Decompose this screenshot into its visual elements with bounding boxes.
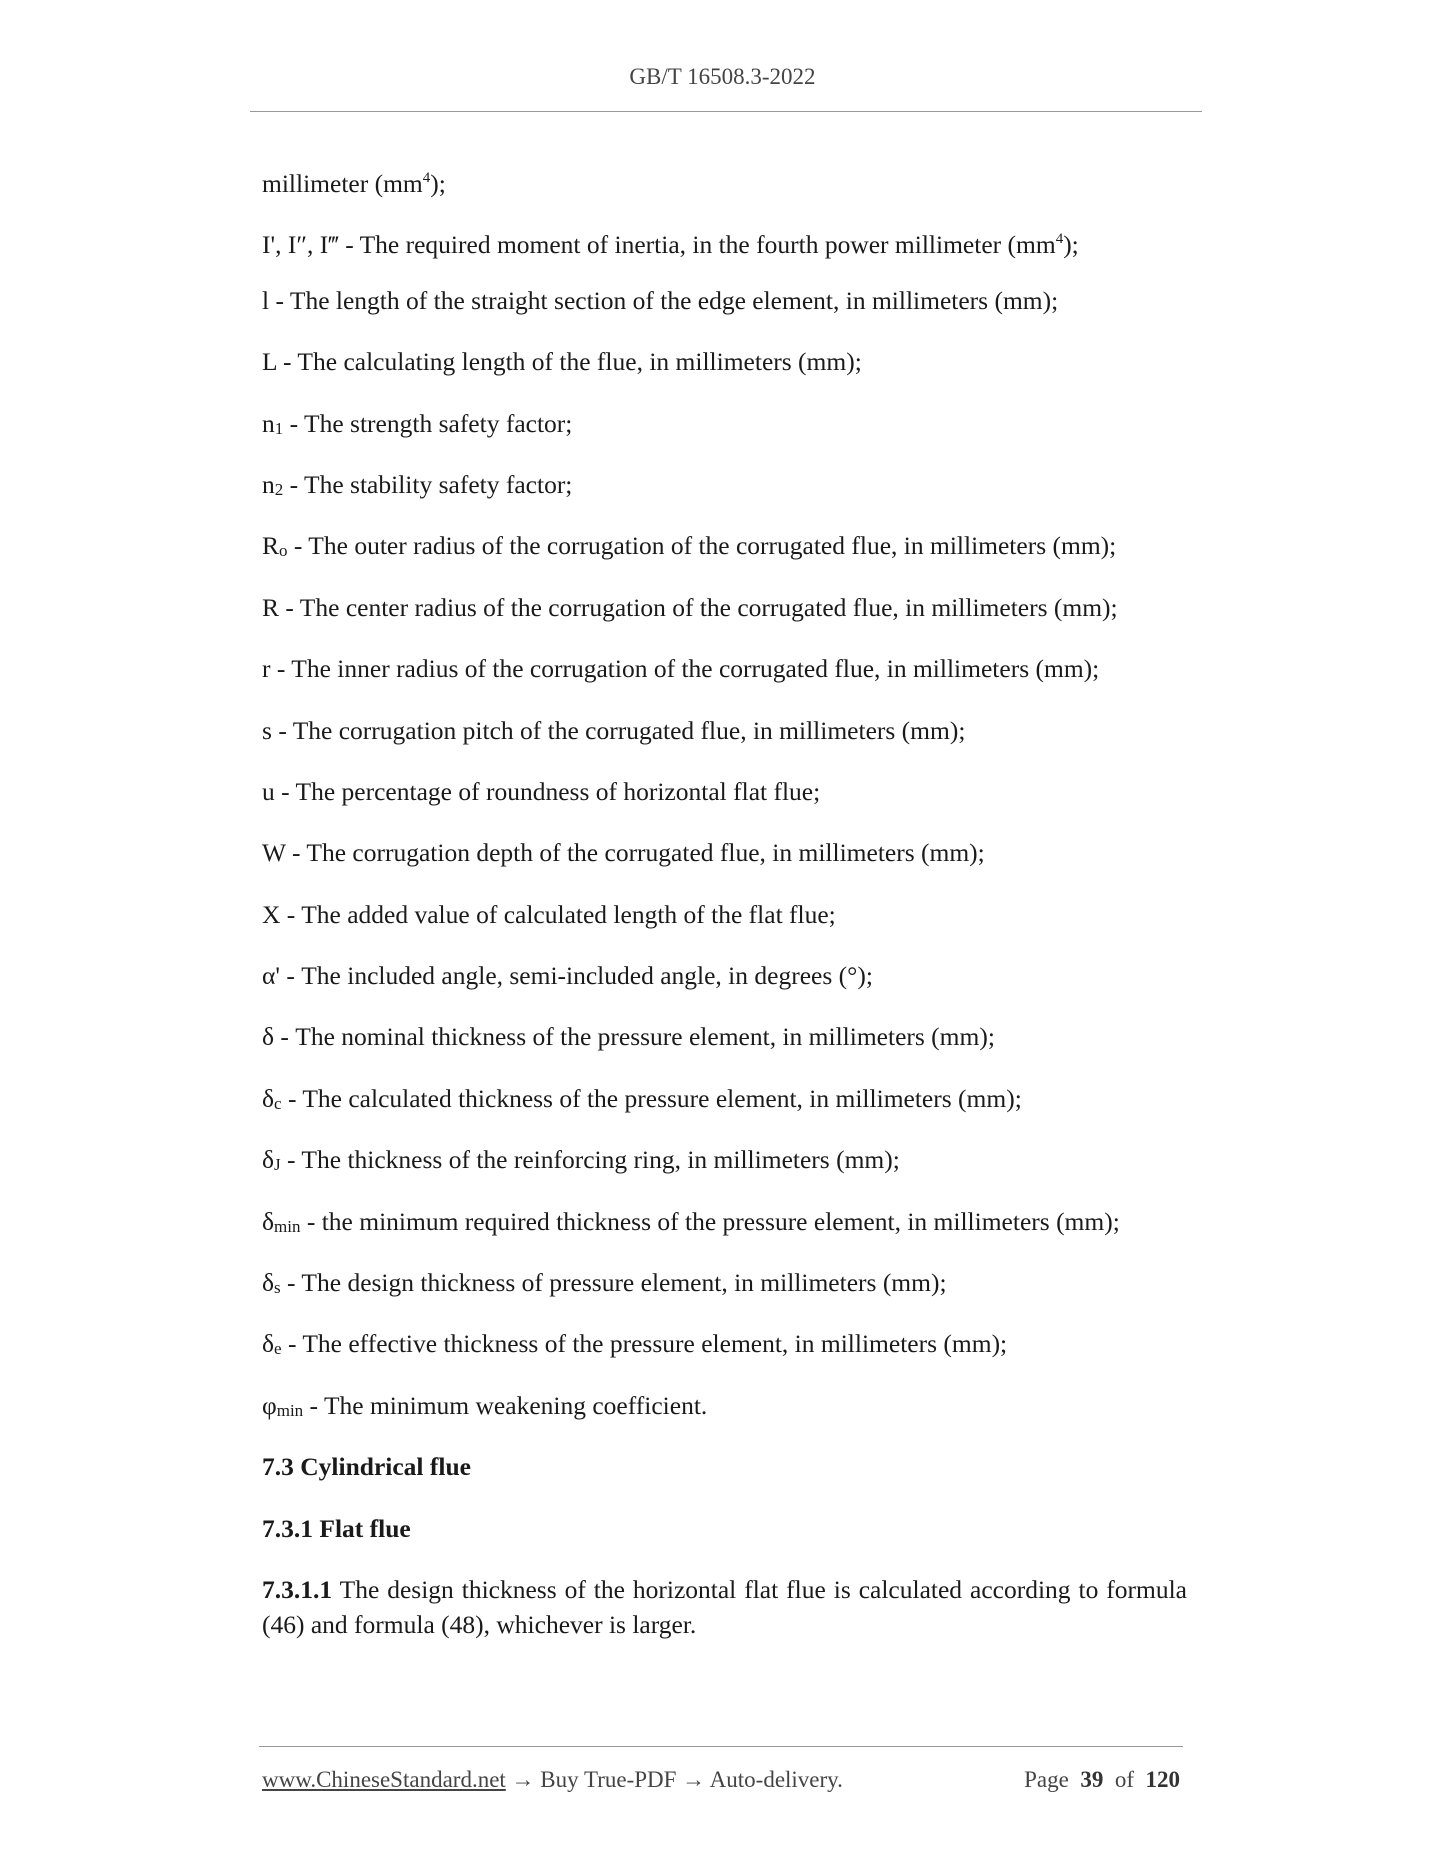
symbol-definition (262, 590, 1187, 651)
definition-text: - The outer radius of the corrugation of the corrugated flue, in millimeters (mm); (287, 531, 1117, 561)
definition-text: - The added value of calculated length of the flat flue; (280, 899, 836, 929)
definition-text: - The included angle, semi-included angle, in degrees (°); (279, 961, 873, 991)
symbol-subscript: 1 (274, 418, 284, 438)
definition-text: - The required moment of inertia, in the fourth power millimeter (mm (338, 230, 1056, 260)
page-number (1024, 1767, 1180, 1793)
definition-text: - The percentage of roundness of horizontal flat flue; (274, 776, 821, 806)
symbol-subscript: J (274, 1155, 281, 1175)
website-link[interactable]: www.ChineseStandard.net (262, 1767, 506, 1792)
symbol-definition (262, 958, 1187, 1019)
symbol: I', I″, I‴ (262, 230, 339, 260)
definition-text: - The center radius of the corrugation of the corrugated flue, in millimeters (mm); (279, 592, 1118, 622)
definition-text: - The calculating length of the flue, in millimeters (mm); (276, 347, 862, 377)
symbol: φ (262, 1390, 277, 1420)
symbol-definition (262, 1326, 1187, 1387)
symbol-definition (262, 283, 1187, 344)
symbol: δ (262, 1022, 275, 1052)
definition-text: - The minimum weakening coefficient. (303, 1390, 708, 1420)
symbol-list (262, 160, 1187, 1449)
symbol-subscript: o (279, 541, 288, 561)
symbol-definition (262, 897, 1187, 958)
symbol-subscript: s (274, 1278, 281, 1298)
definition-text: millimeter (mm (262, 169, 423, 198)
symbol-definition (262, 713, 1187, 774)
symbol-subscript: min (274, 1216, 301, 1236)
symbol: W (262, 838, 286, 868)
symbol-definition (262, 344, 1187, 405)
symbol: R (262, 592, 280, 622)
section-heading: 7.3 Cylindrical flue (262, 1452, 471, 1482)
document-header: GB/T 16508.3-2022 (629, 64, 816, 89)
symbol: δ (262, 1268, 275, 1298)
paragraph (262, 1572, 1187, 1642)
clause-number: 7.3.1.1 (262, 1574, 333, 1604)
definition-text: - The strength safety factor; (283, 408, 573, 438)
definition-text: - The inner radius of the corrugation of the corrugated flue, in millimeters (mm); (270, 654, 1100, 684)
symbol-definition (262, 1265, 1187, 1326)
symbol-definition (262, 1081, 1187, 1142)
symbol-definition (262, 1142, 1187, 1203)
symbol: R (262, 531, 280, 561)
symbol-definition (262, 160, 1187, 221)
superscript: 4 (1055, 231, 1064, 248)
symbol: δ (262, 1083, 275, 1113)
symbol: δ (262, 1206, 275, 1236)
definition-text: - The corrugation pitch of the corrugated flue, in millimeters (mm); (271, 715, 966, 745)
symbol: r (262, 654, 271, 684)
symbol-definition (262, 1388, 1187, 1449)
definition-text: - The corrugation depth of the corrugated flue, in millimeters (mm); (285, 838, 985, 868)
symbol: l (262, 285, 270, 315)
current-page: 39 (1080, 1767, 1104, 1792)
definition-text: - The calculated thickness of the pressure element, in millimeters (mm); (281, 1083, 1022, 1113)
definition-text: - The effective thickness of the pressure element, in millimeters (mm); (281, 1329, 1008, 1359)
page-footer (262, 1767, 1180, 1793)
page-label: Page (1024, 1767, 1069, 1792)
symbol: L (262, 347, 277, 377)
symbol-definition (262, 221, 1187, 282)
symbol-definition (262, 528, 1187, 589)
definition-text: - The nominal thickness of the pressure element, in millimeters (mm); (274, 1022, 995, 1052)
symbol-definition (262, 774, 1187, 835)
symbol-definition (262, 1019, 1187, 1080)
symbol-subscript: e (274, 1339, 282, 1359)
symbol-subscript: c (274, 1093, 282, 1113)
symbol: s (262, 715, 272, 745)
symbol-definition (262, 651, 1187, 712)
symbol-definition (262, 467, 1187, 528)
header-rule (250, 111, 1202, 112)
footer-text: → Buy True-PDF → Auto-delivery. (505, 1767, 843, 1792)
definition-tail: ); (430, 169, 446, 198)
total-pages: 120 (1145, 1767, 1180, 1792)
footer-rule (259, 1746, 1183, 1747)
definition-text: - The thickness of the reinforcing ring, in millimeters (mm); (280, 1145, 900, 1175)
superscript: 4 (422, 170, 431, 186)
symbol-subscript: 2 (274, 479, 284, 499)
symbol: X (262, 899, 281, 929)
symbol: δ (262, 1329, 275, 1359)
symbol: u (262, 776, 275, 806)
definition-text: - The length of the straight section of the edge element, in millimeters (mm); (269, 285, 1059, 315)
symbol-definition (262, 406, 1187, 467)
definition-text: - the minimum required thickness of the pressure element, in millimeters (mm); (300, 1206, 1120, 1236)
symbol: α' (262, 961, 280, 991)
paragraph-text: The design thickness of the horizontal flat flue is calculated according to formula (46) and formula (48), whichever is larger. (262, 1574, 1187, 1639)
definition-tail: ); (1063, 230, 1079, 260)
subsection-heading: 7.3.1 Flat flue (262, 1513, 411, 1543)
symbol-subscript: min (276, 1400, 304, 1420)
symbol: n (262, 408, 275, 438)
symbol: n (262, 469, 275, 499)
symbol: δ (262, 1145, 275, 1175)
definition-text: - The design thickness of pressure element, in millimeters (mm); (280, 1268, 947, 1298)
of-label: of (1114, 1767, 1134, 1792)
symbol-definition (262, 1204, 1187, 1265)
document-body (262, 160, 1187, 1642)
symbol-definition (262, 835, 1187, 896)
definition-text: - The stability safety factor; (283, 469, 573, 499)
